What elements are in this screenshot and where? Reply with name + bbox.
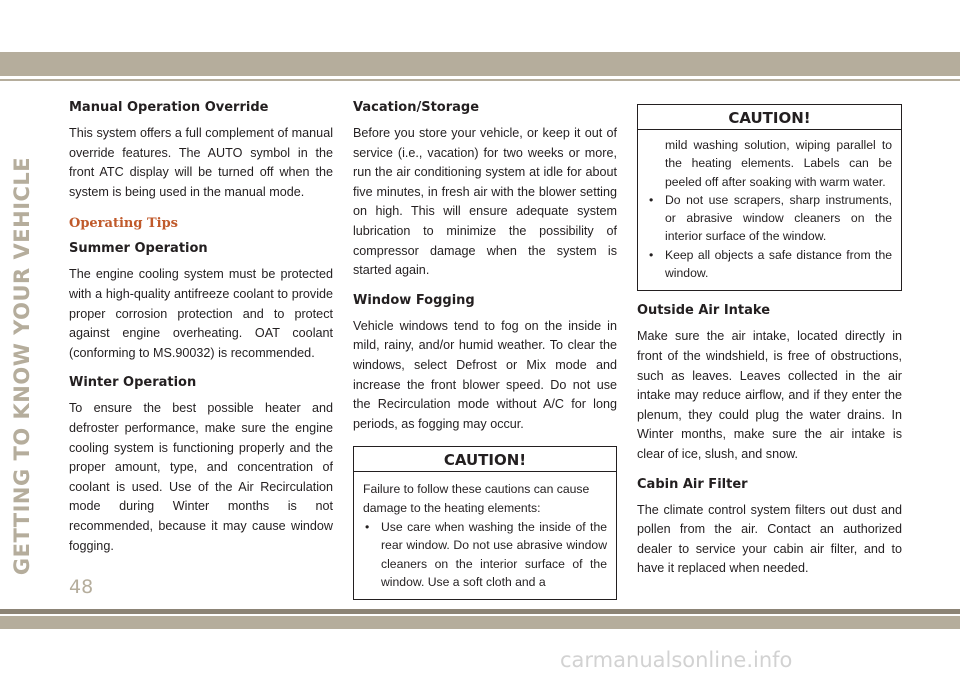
heading-cabin-air-filter: Cabin Air Filter (637, 476, 748, 492)
footer-rule (0, 609, 960, 614)
heading-operating-tips: Operating Tips (69, 216, 178, 232)
caution-list-continued (647, 191, 892, 282)
watermark-text: carmanualsonline.info (560, 648, 793, 672)
caution-bullet-washing: • Use care when washing the inside of the rear window. Do not use abrasive window cleaners on the interior surface of the window. Use a soft cloth and a (363, 518, 607, 591)
column-right (637, 104, 902, 591)
caution-title-continued: CAUTION! (638, 105, 901, 130)
caution-content-continued (638, 130, 901, 290)
header-band (0, 0, 960, 78)
caution-bullet-washing-continued: mild washing solution, wiping parallel to the heating elements. Labels can be peeled off after soaking with warm water. (665, 138, 892, 189)
header-bar (0, 52, 960, 76)
paragraph-winter-operation: To ensure the best possible heater and defroster performance, make sure the engine cooling system is functioning properly and the proper amount, type, and concentration of coolant is used. Use of the Air Recirculation mode during Winter months is not recommended, because it may cause window fogging. (69, 401, 333, 553)
column-middle (353, 100, 617, 600)
paragraph-outside-air-intake: Make sure the air intake, located directly in front of the windshield, is free of obstructions, such as leaves. Leaves collected in the air intake may reduce airflow, and if they enter the plenum, they could plug the water drains. In Winter months, make sure the air intake is clear of ice, slush, and snow. (637, 329, 902, 461)
chapter-side-title: GETTING TO KNOW YOUR VEHICLE (10, 156, 34, 576)
paragraph-window-fogging: Vehicle windows tend to fog on the inside in mild, rainy, and/or humid weather. To clear the windows, select Defrost or Mix mode and increase the front blower speed. Do not use the Recirculation mode without A/C for long periods, as fogging may occur. (353, 318, 617, 431)
caution-bullet-scrapers: • Do not use scrapers, sharp instruments, or abrasive window cleaners on the interior surface of the window. (647, 191, 892, 246)
footer-bar (0, 616, 960, 629)
paragraph-cabin-air-filter: The climate control system filters out dust and pollen from the air. Contact an authorized dealer to service your cabin air filter, and to have it replaced when needed. (637, 502, 902, 576)
caution-box-start (353, 446, 617, 600)
caution-intro: Failure to follow these cautions can cause damage to the heating elements: (363, 482, 590, 515)
caution-content (354, 472, 616, 599)
caution-list (363, 518, 607, 591)
heading-winter-operation: Winter Operation (69, 375, 197, 391)
caution-title: CAUTION! (354, 447, 616, 472)
heading-summer-operation: Summer Operation (69, 241, 208, 257)
page-number: 48 (69, 576, 94, 598)
paragraph-summer-operation: The engine cooling system must be protected with a high-quality antifreeze coolant to provide proper corrosion protection and to protect against engine overheating. OAT coolant (conforming to MS.90032) is recommended. (69, 267, 333, 360)
column-left (69, 100, 333, 568)
caution-box-continued (637, 104, 902, 291)
heading-vacation-storage: Vacation/Storage (353, 100, 480, 115)
header-rule (0, 79, 960, 81)
heading-manual-operation: Manual Operation Override (69, 100, 269, 115)
heading-outside-air-intake: Outside Air Intake (637, 303, 771, 319)
paragraph-manual-operation: This system offers a full complement of manual override features. The AUTO symbol in the front ATC display will be turned off when the system is being used in the manual mode. (69, 126, 333, 199)
paragraph-vacation-storage: Before you store your vehicle, or keep it out of service (i.e., vacation) for two weeks or more, run the air conditioning system at idle for about five minutes, in fresh air with the blower setting on high. This will ensure adequate system lubrication to minimize the possibility of compressor damage when the system is started again. (353, 126, 617, 278)
heading-window-fogging: Window Fogging (353, 292, 475, 308)
caution-bullet-objects: • Keep all objects a safe distance from the window. (647, 246, 892, 283)
